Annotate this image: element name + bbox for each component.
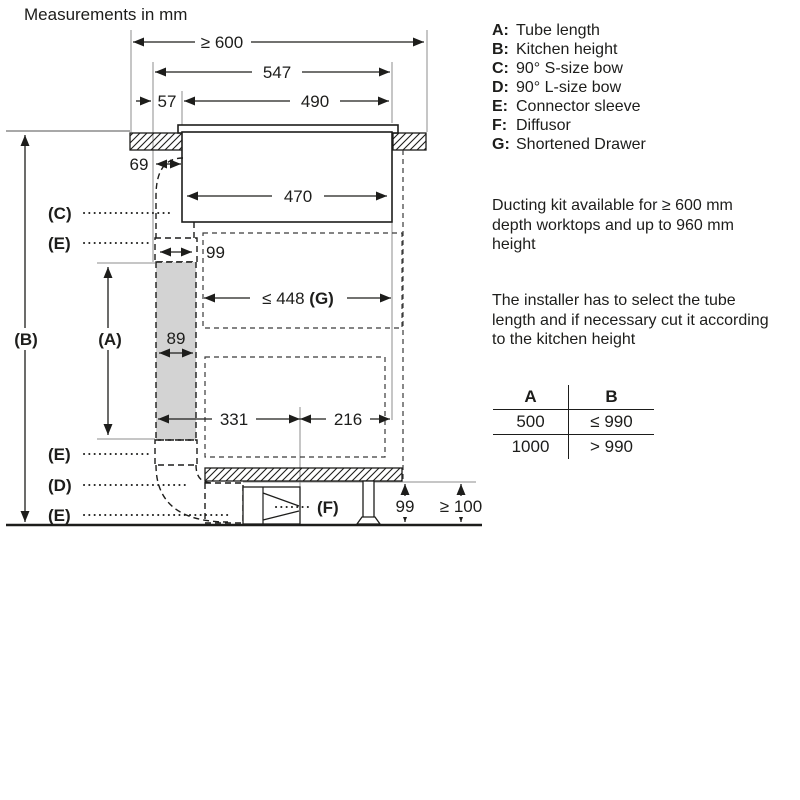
dim-470: 470 [283, 187, 313, 206]
lower-drawer-box [205, 357, 385, 457]
worktop-right [393, 133, 426, 150]
dim-331: 331 [219, 410, 249, 429]
note-ducting-kit: Ducting kit available for ≥ 600 mm depth worktops and up to 960 mm height [492, 197, 734, 253]
legend-key: E: [492, 98, 508, 115]
dim-drawer-key: (G) [309, 289, 334, 308]
legend-key: B: [492, 41, 509, 58]
tube [156, 262, 196, 440]
diffusor [243, 487, 300, 524]
hob-body [182, 132, 392, 222]
dim-99-plinth: 99 [395, 497, 415, 516]
shortened-drawer-box [203, 233, 402, 328]
legend-label: Connector sleeve [516, 98, 641, 115]
dim-57: 57 [157, 92, 177, 111]
legend-label: Shortened Drawer [516, 136, 646, 153]
legend-label: Tube length [516, 22, 600, 39]
label-b: (B) [14, 330, 38, 349]
dim-216: 216 [333, 410, 363, 429]
extension-lines [97, 30, 476, 517]
connector-sleeve-bottom [155, 440, 197, 465]
note-installer: The installer has to select the tube length and if necessary cut it according to the kitchen height [492, 292, 769, 348]
legend-label: 90° S-size bow [516, 60, 623, 77]
table-cell-a: 500 [493, 410, 569, 435]
cabinet-base-panel [205, 468, 402, 481]
table-header-a: A [493, 385, 569, 410]
legend-label: Diffusor [516, 117, 571, 134]
connector-sleeve-top [155, 238, 197, 262]
legend-key: F: [492, 117, 508, 134]
legend-key: G: [492, 136, 510, 153]
dim-drawer-value: ≤ 448 [262, 289, 310, 308]
legend-label: Kitchen height [516, 41, 618, 58]
label-c: (C) [48, 204, 72, 223]
page-title: Measurements in mm [24, 5, 188, 24]
label-a: (A) [98, 330, 122, 349]
legend-label: 90° L-size bow [516, 79, 622, 96]
label-d: (D) [48, 476, 72, 495]
dim-floor-clearance: ≥ 100 [439, 497, 483, 516]
legend-key: D: [492, 79, 509, 96]
dim-99-sleeve: 99 [206, 243, 225, 262]
table-cell-a: 1000 [493, 435, 569, 459]
worktop-left [130, 133, 183, 150]
table-header-b: B [569, 385, 654, 410]
dim-89: 89 [166, 329, 186, 348]
appliance-leg [357, 481, 380, 524]
label-e-top: (E) [48, 234, 71, 253]
dimension-text-backers [11, 32, 488, 517]
dim-worktop-depth: ≥ 600 [200, 33, 244, 52]
dim-547: 547 [262, 63, 292, 82]
label-e-bottom: (E) [48, 506, 71, 525]
label-f: (F) [317, 498, 339, 517]
label-e-mid: (E) [48, 445, 71, 464]
dim-drawer [262, 289, 334, 308]
dim-490: 490 [300, 92, 330, 111]
legend-key: A: [492, 22, 509, 39]
table-cell-b: > 990 [589, 437, 633, 456]
table-cell-b: ≤ 990 [569, 410, 654, 435]
dimension-lines [25, 42, 461, 522]
legend-key: C: [492, 60, 509, 77]
dim-69: 69 [129, 155, 149, 174]
